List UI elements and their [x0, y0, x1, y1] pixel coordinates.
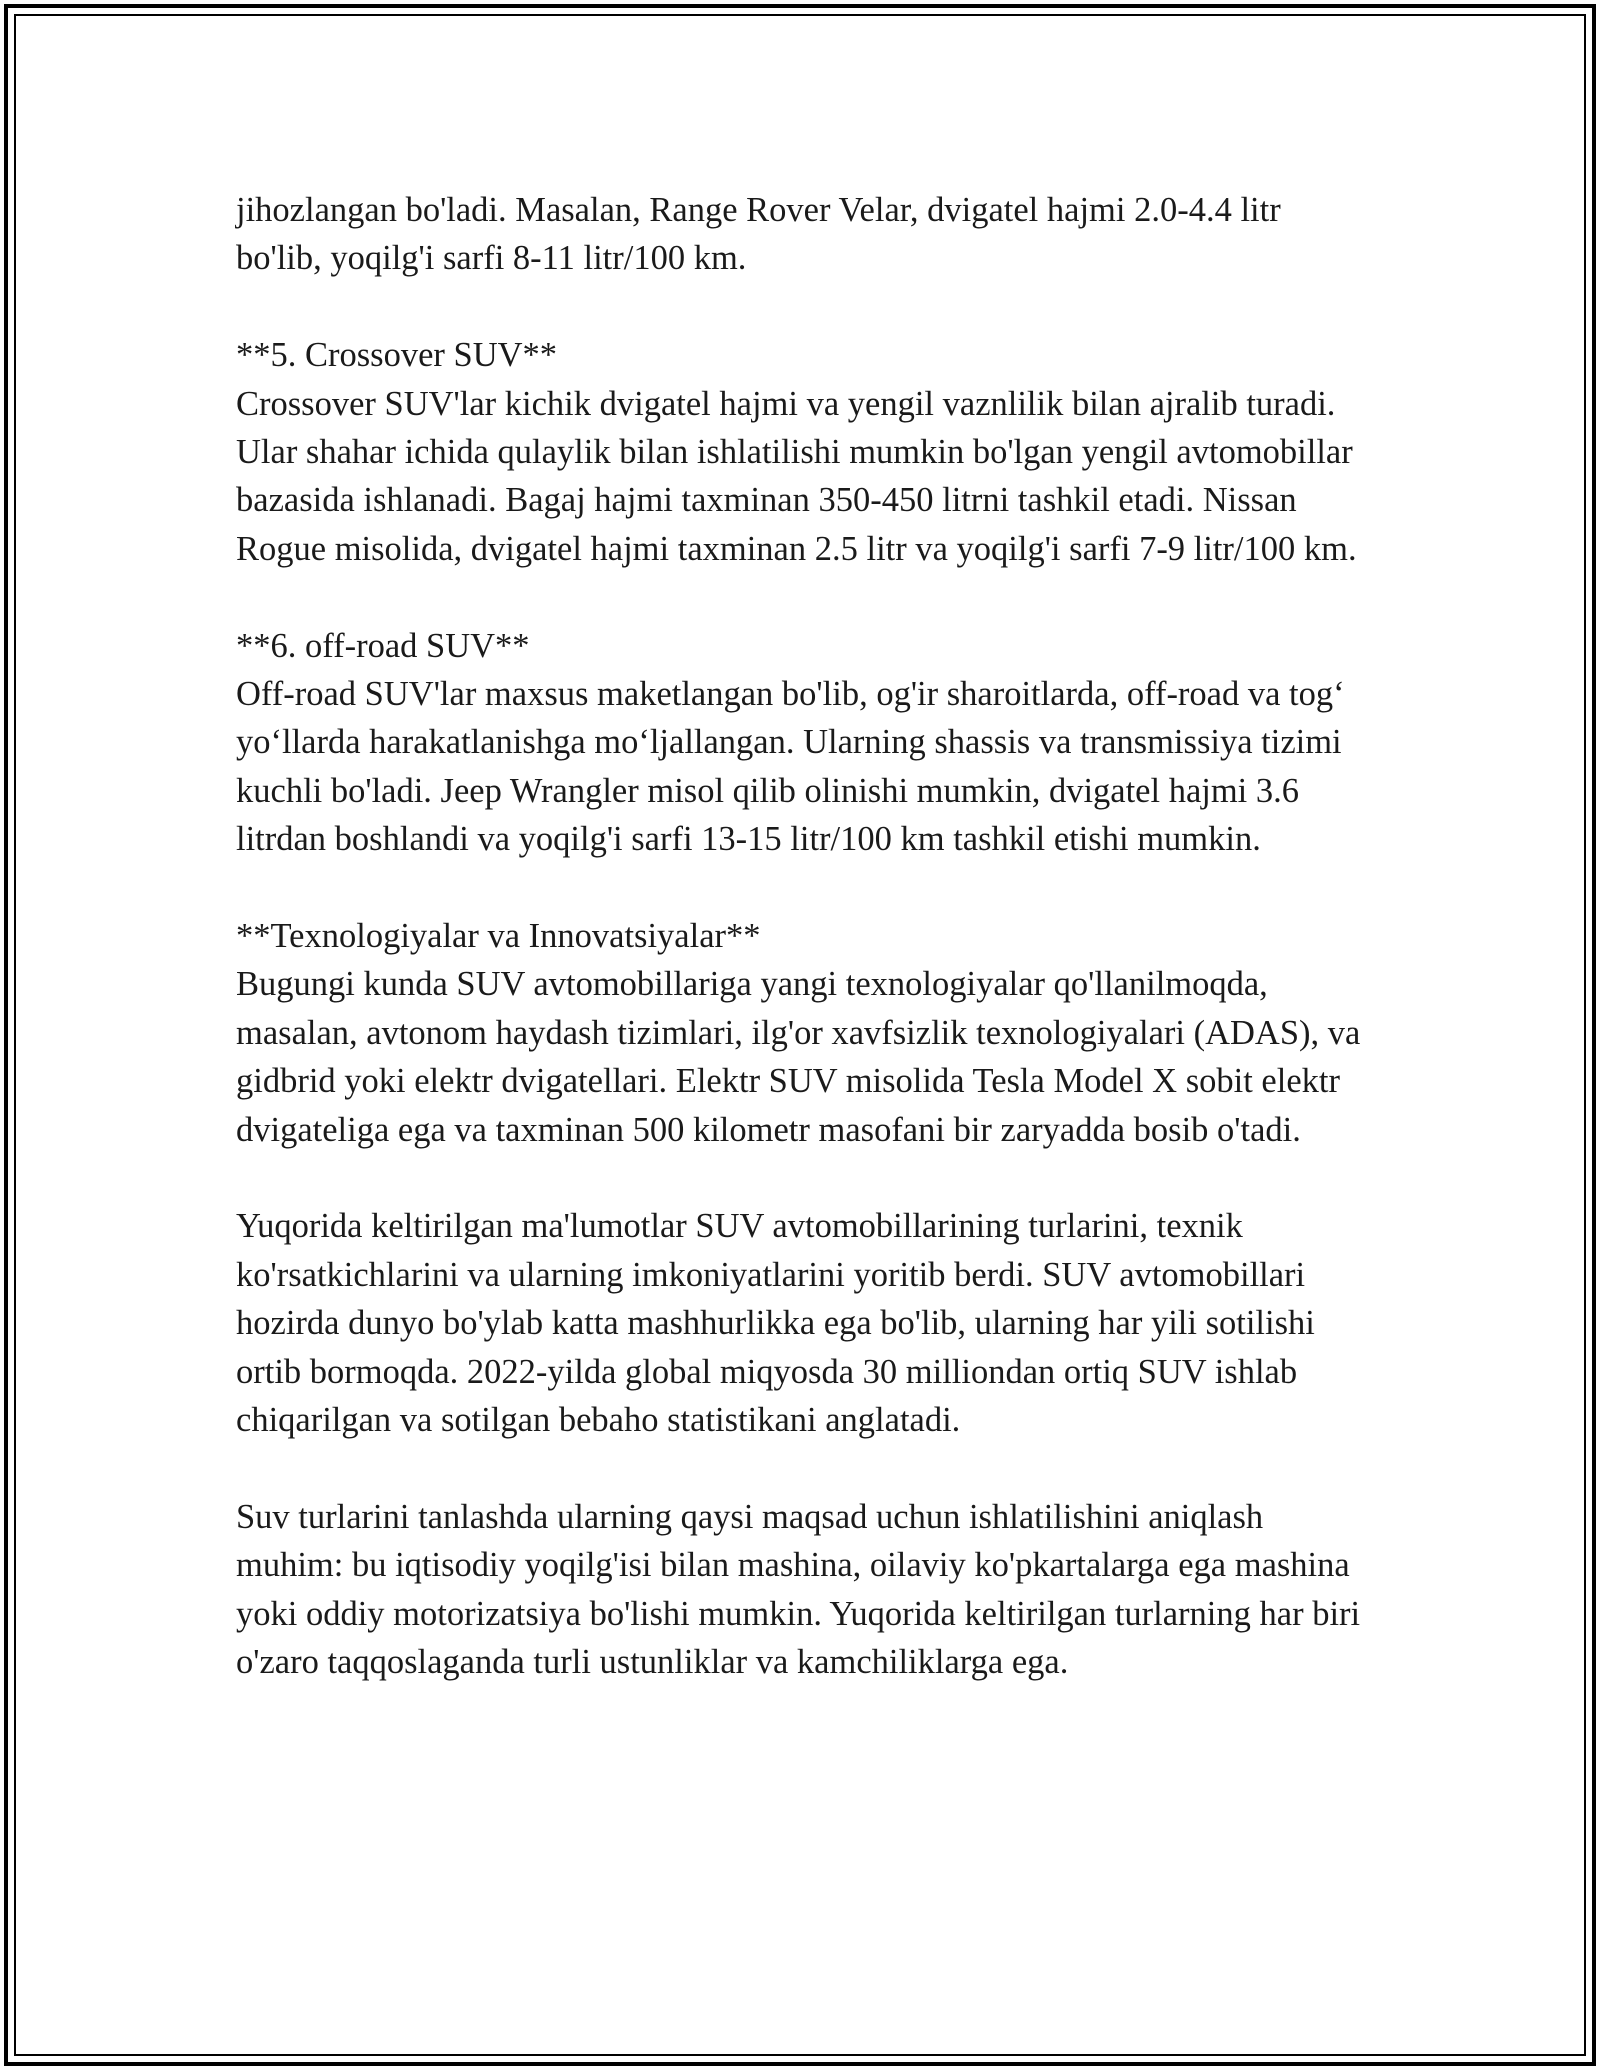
section-off-road-suv: [236, 622, 1366, 864]
paragraph-conclusion: [236, 1493, 1366, 1687]
paragraph-summary: [236, 1202, 1366, 1444]
paragraph-text: jihozlangan bo'ladi. Masalan, Range Rover Velar, dvigatel hajmi 2.0-4.4 litr bo'lib, yoqilg'i sarfi 8-11 litr/100 km.: [236, 191, 1281, 278]
section-text: Bugungi kunda SUV avtomobillariga yangi texnologiyalar qo'llanilmoqda, masalan, avtonom haydash tizimlari, ilg'or xavfsizlik texnologiyalari (ADAS), va gidbrid yoki elektr dvigatellari. Elektr SUV misolida Tesla Model X sobit elektr dvigateliga ega va taxminan 500 kilometr masofani bir zaryadda bosib o'tadi.: [236, 965, 1361, 1149]
section-text: Crossover SUV'lar kichik dvigatel hajmi va yengil vaznlilik bilan ajralib turadi. Ular shahar ichida qulaylik bilan ishlatilishi mumkin bo'lgan yengil avtomobillar bazasida ishlanadi. Bagaj hajmi taxminan 350-450 litrni tashkil etadi. Nissan Rogue misolida, dvigatel hajmi taxminan 2.5 litr va yoqilg'i sarfi 7-9 litr/100 km.: [236, 384, 1357, 568]
section-crossover-suv: [236, 331, 1366, 573]
section-text: Off-road SUV'lar maxsus maketlangan bo'lib, og'ir sharoitlarda, off-road va tog‘ yo‘llarda harakatlanishga mo‘ljallangan. Ularning shassis va transmissiya tizimi kuchli bo'ladi. Jeep Wrangler misol qilib olinishi mumkin, dvigatel hajmi 3.6 litrdan boshlandi va yoqilg'i sarfi 13-15 litr/100 km tashkil etishi mumkin.: [236, 675, 1345, 859]
paragraph-text: Suv turlarini tanlashda ularning qaysi maqsad uchun ishlatilishini aniqlash muhim: bu iqtisodiy yoqilg'isi bilan mashina, oilaviy ko'pkartalarga ega mashina yoki oddiy motorizatsiya bo'lishi mumkin. Yuqorida keltirilgan turlarning har biri o'zaro taqqoslaganda turli ustunliklar va kamchiliklarga ega.: [236, 1497, 1361, 1682]
section-heading: **Texnologiyalar va Innovatsiyalar**: [236, 917, 761, 956]
section-heading: **6. off-road SUV**: [236, 626, 530, 665]
document-body: [236, 186, 1366, 1735]
section-heading: **5. Crossover SUV**: [236, 336, 558, 375]
paragraph-range-rover: [236, 186, 1366, 283]
paragraph-text: Yuqorida keltirilgan ma'lumotlar SUV avtomobillarining turlarini, texnik ko'rsatkichlarini va ularning imkoniyatlarini yoritib berdi. SUV avtomobillari hozirda dunyo bo'ylab katta mashhurlikka ega bo'lib, ularning har yili sotilishi ortib bormoqda. 2022-yilda global miqyosda 30 milliondan ortiq SUV ishlab chiqarilgan va sotilgan bebaho statistikani anglatadi.: [236, 1207, 1315, 1440]
section-technologies: [236, 912, 1366, 1154]
